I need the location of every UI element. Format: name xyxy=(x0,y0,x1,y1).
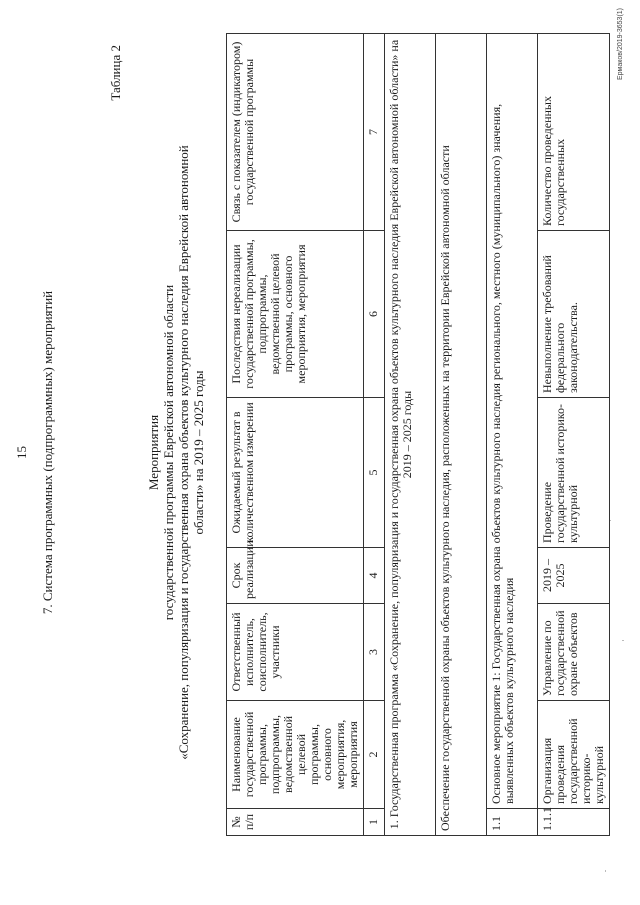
scan-speck xyxy=(605,870,606,872)
measure-period: 2019 – 2025 xyxy=(538,548,610,604)
measure-number: 1.1 xyxy=(487,809,538,836)
goal-text: Обеспечение государственной охраны объектов культурного наследия, расположенных на территории Еврейской автономной области xyxy=(436,34,487,836)
measure-result: Проведение государственной историко-культурной xyxy=(538,398,610,548)
doc-title-line-2: государственной программы Еврейской автономной области xyxy=(161,284,176,621)
section-title: 7. Система программных (подпрограммных) мероприятий xyxy=(40,290,55,615)
measures-table xyxy=(226,33,610,836)
col-number: 4 xyxy=(364,548,385,604)
doc-title-line-4: области» на 2019 – 2025 годы xyxy=(191,370,206,535)
col-number: 1 xyxy=(364,809,385,836)
header-name: Наименование государственной программы, подпрограммы, ведомственной целевой программы, основного мероприятия, мероприятия xyxy=(227,701,364,809)
header-result: Ожидаемый результат в количественном измерении xyxy=(227,398,364,548)
registration-stamp: Ермаков/2019-3653(1) xyxy=(617,8,624,80)
measure-text: Основное мероприятие 1: Государственная охрана объектов культурного наследия регионального, местного (муниципального) значения, выявленных объектов культурного наследия xyxy=(487,34,538,809)
col-number: 5 xyxy=(364,398,385,548)
measure-number: 1.1.1 xyxy=(538,809,610,836)
measure-consequence: Невыполнение требований федерального законодательства. xyxy=(538,231,610,398)
table-label: Таблица 2 xyxy=(108,45,123,101)
measure-executor: Управление по государственной охране объектов xyxy=(538,604,610,701)
measure-row-1-1-1 xyxy=(538,34,610,836)
page-number: 15 xyxy=(14,446,29,459)
measure-row-1-1 xyxy=(487,34,538,836)
col-number: 3 xyxy=(364,604,385,701)
goal-row xyxy=(436,34,487,836)
scan-speck xyxy=(610,520,611,521)
column-number-row xyxy=(364,34,385,836)
header-indicator: Связь с показателем (индикатором) государственной программы xyxy=(227,34,364,231)
measure-name: Организация проведения государственной историко-культурной xyxy=(538,701,610,809)
header-period: Срок реализации xyxy=(227,548,364,604)
col-number: 2 xyxy=(364,701,385,809)
measure-indicator: Количество проведенных государственных xyxy=(538,34,610,231)
header-consequence: Последствия нереализации государственной программы, подпрограммы, ведомственной целевой программы, основного мероприятия, мероприятия xyxy=(227,231,364,398)
col-number: 6 xyxy=(364,231,385,398)
col-number: 7 xyxy=(364,34,385,231)
header-row xyxy=(227,34,364,836)
doc-title-line-3: «Сохранение, популяризация и государственная охрана объектов культурного наследия Еврейской автономной xyxy=(176,145,191,760)
scan-speck xyxy=(622,640,624,641)
program-row xyxy=(385,34,436,836)
program-title: 1. Государственная программа «Сохранение, популяризация и государственная охрана объектов культурного наследия Еврейской автономной области» на 2019 – 2025 годы xyxy=(385,34,436,836)
doc-title-line-1: Мероприятия xyxy=(146,414,161,491)
header-num: № п/п xyxy=(227,809,364,836)
header-executor: Ответственный исполнитель, соисполнитель, участники xyxy=(227,604,364,701)
